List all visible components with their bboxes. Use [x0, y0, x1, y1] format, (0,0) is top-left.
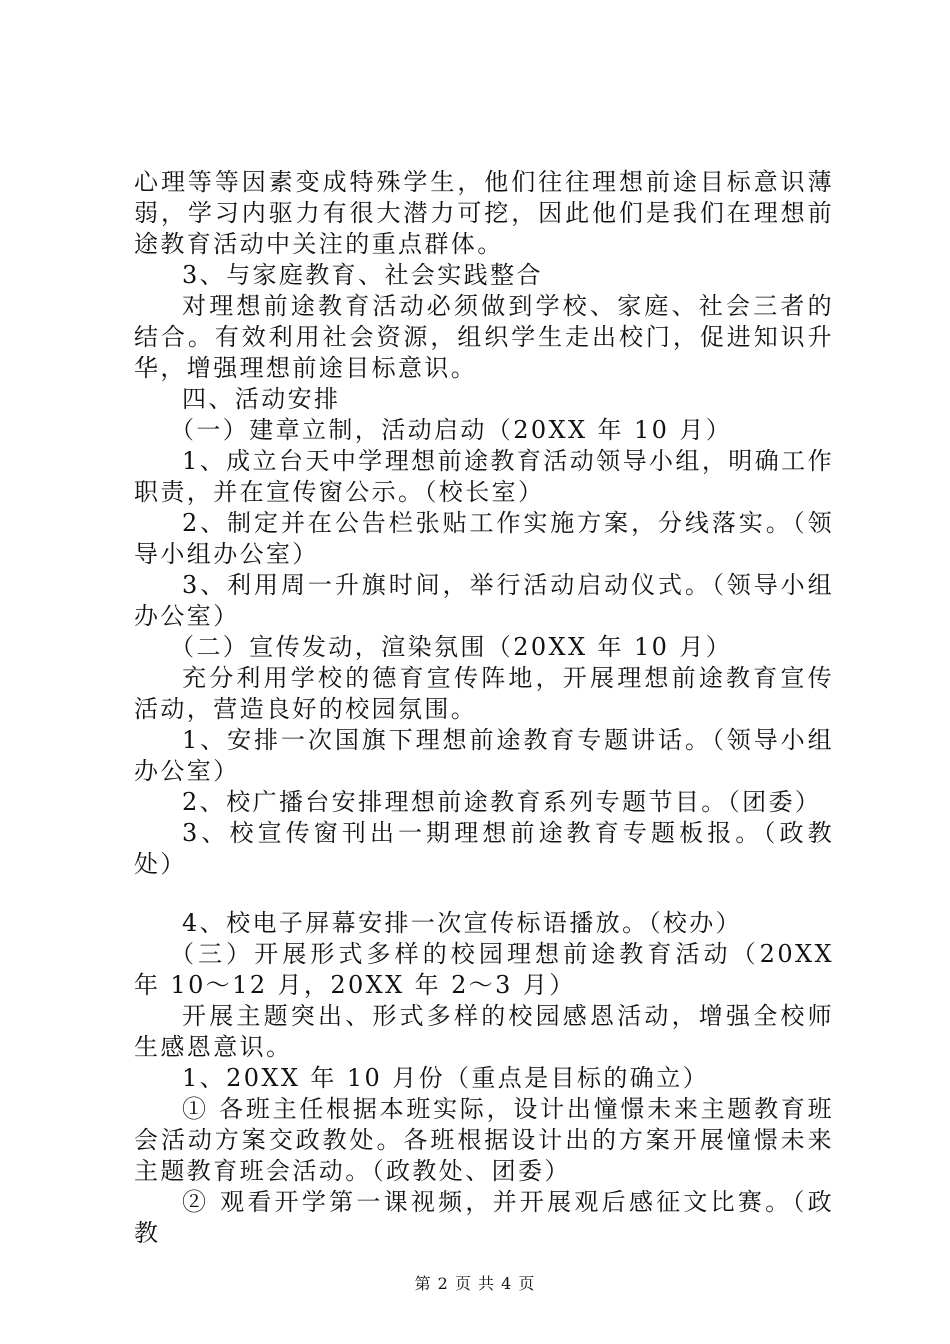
list-item: 3、校宣传窗刊出一期理想前途教育专题板报。（政教处）: [134, 819, 834, 878]
list-item: ② 观看开学第一课视频，并开展观后感征文比赛。（政教: [134, 1188, 834, 1247]
page-footer: 第 2 页 共 4 页: [414, 1274, 536, 1293]
document-body: [134, 167, 834, 1249]
section-heading-integration: 3、与家庭教育、社会实践整合: [182, 261, 543, 289]
paragraph-continuation: 心理等等因素变成特殊学生，他们往往理想前途目标意识薄弱，学习内驱力有很大潜力可挖，因此他们是我们在理想前途教育活动中关注的重点群体。: [134, 168, 834, 258]
list-item: ① 各班主任根据本班实际，设计出憧憬未来主题教育班会活动方案交政教处。各班根据设计出的方案开展憧憬未来主题教育班会活动。（政教处、团委）: [134, 1095, 834, 1185]
blank-line: [134, 880, 834, 908]
list-item: 2、校广播台安排理想前途教育系列专题节目。（团委）: [182, 788, 822, 816]
list-item: 2、制定并在公告栏张贴工作实施方案，分线落实。（领导小组办公室）: [134, 509, 834, 568]
list-item: 1、20XX 年 10 月份（重点是目标的确立）: [182, 1064, 710, 1092]
list-item: 3、利用周一升旗时间，举行活动启动仪式。（领导小组办公室）: [134, 571, 834, 630]
paragraph: 对理想前途教育活动必须做到学校、家庭、社会三者的结合。有效利用社会资源，组织学生走出校门，促进知识升华，增强理想前途目标意识。: [134, 292, 834, 382]
list-item: 1、成立台天中学理想前途教育活动领导小组，明确工作职责，并在宣传窗公示。（校长室）: [134, 447, 834, 506]
list-item: 4、校电子屏幕安排一次宣传标语播放。（校办）: [182, 909, 743, 937]
subsection-heading-1: （一）建章立制，活动启动（20XX 年 10 月）: [170, 416, 733, 444]
section-heading-activity-arrangement: 四、活动安排: [182, 385, 341, 413]
paragraph: 开展主题突出、形式多样的校园感恩活动，增强全校师生感恩意识。: [134, 1002, 834, 1061]
list-item: 1、安排一次国旗下理想前途教育专题讲话。（领导小组办公室）: [134, 726, 834, 785]
paragraph: 充分利用学校的德育宣传阵地，开展理想前途教育宣传活动，营造良好的校园氛围。: [134, 664, 834, 723]
subsection-heading-2: （二）宣传发动，渲染氛围（20XX 年 10 月）: [170, 633, 733, 661]
subsection-heading-3: （三）开展形式多样的校园理想前途教育活动（20XX 年 10～12 月，20XX 年 2～3 月）: [134, 940, 834, 999]
